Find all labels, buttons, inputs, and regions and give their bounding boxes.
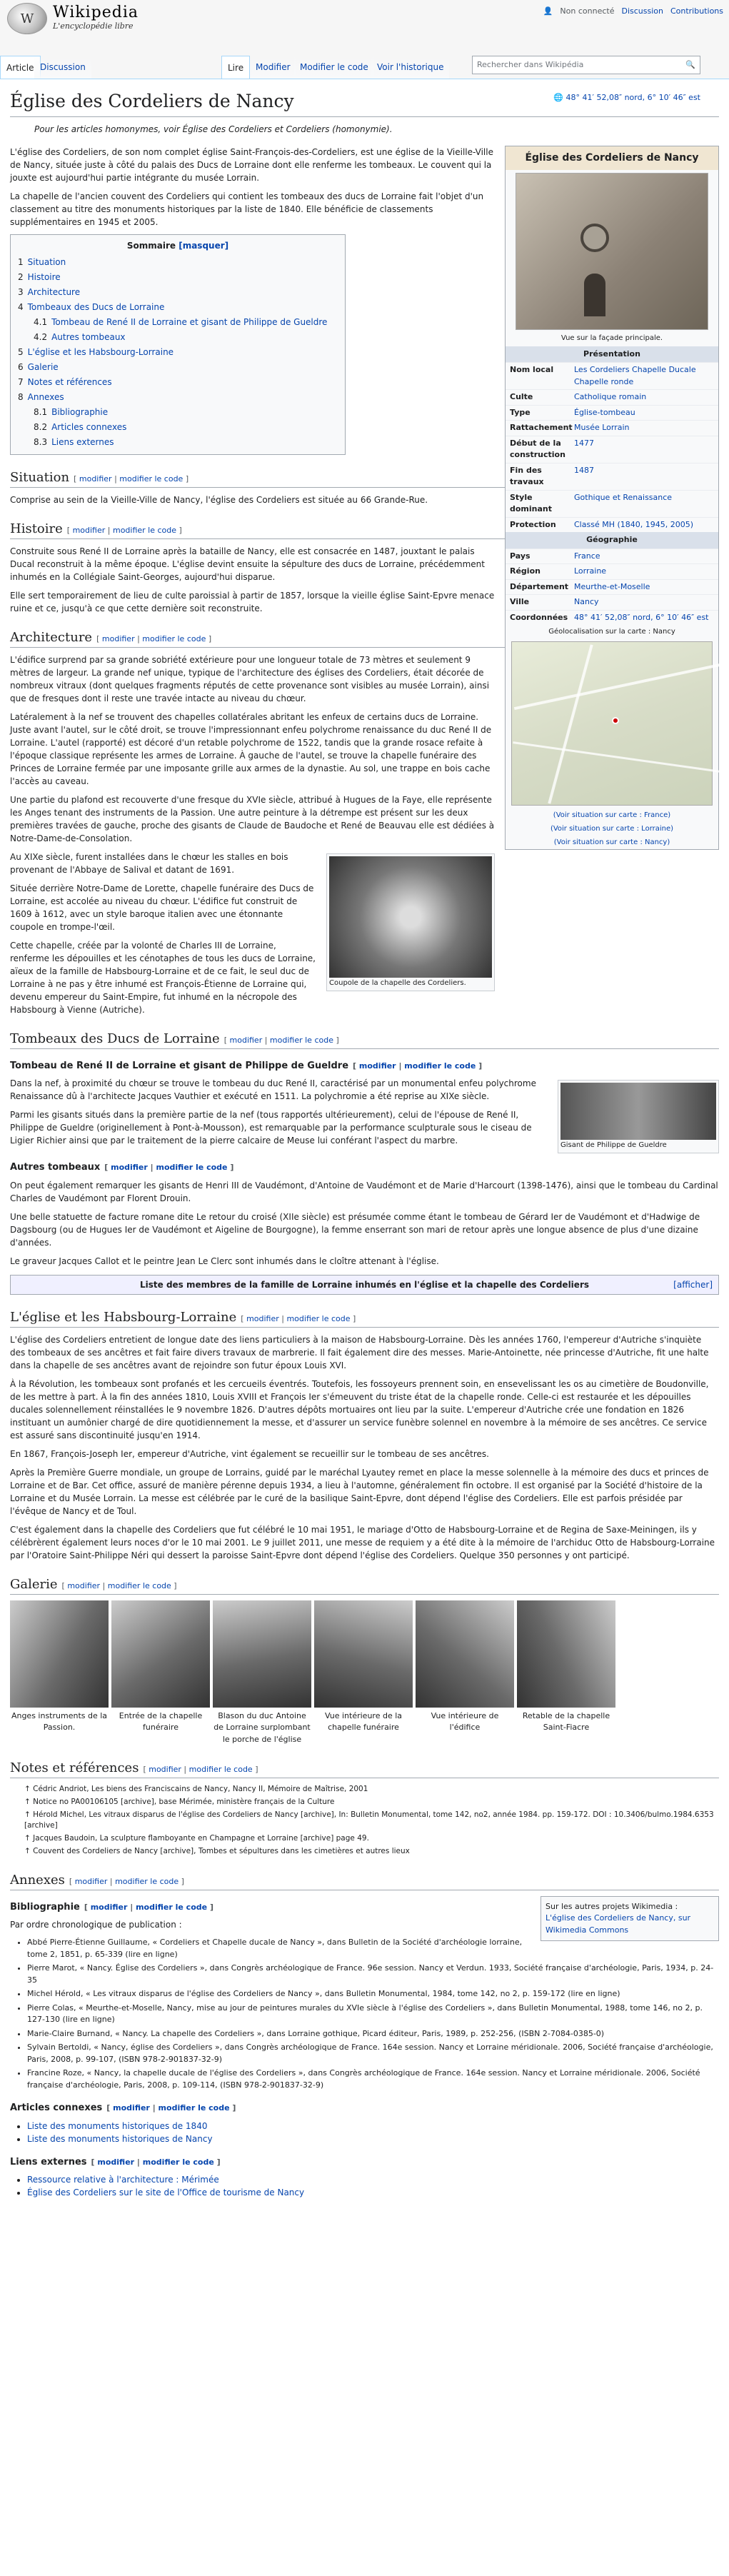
toc-item[interactable]	[18, 435, 338, 450]
heading-liens: Liens externes [ modifier | modifier le code ]	[10, 2156, 221, 2167]
infobox-value[interactable]: 48° 41′ 52,08″ nord, 6° 10′ 46″ est	[574, 612, 709, 622]
infobox-key: Nom local	[510, 365, 554, 374]
infobox-key: Département	[510, 581, 569, 591]
heading-galerie: Galerie [ modifier | modifier le code ]	[10, 1575, 719, 1595]
infobox-row	[506, 436, 718, 463]
references-list	[24, 1784, 719, 1858]
gallery-caption: Retable de la chapelle Saint-Fiacre	[522, 1710, 610, 1732]
infobox-row	[506, 362, 718, 389]
intro-paragraph-1: L'église des Cordeliers, de son nom complet église Saint-François-des-Cordeliers, est une église de la Vieille-Ville de Nancy, située juste à côté du palais des Ducs de Lorraine dont elle renferme les tombeaux. Le couvent qui la jouxte est aujourd'hui partie intégrante du musée Lorrain.	[10, 146, 493, 183]
hatnote: Pour les articles homonymes, voir Église des Cordeliers et Cordeliers (homonymie).	[34, 124, 393, 134]
edit-code-link[interactable]: modifier le code	[107, 1580, 171, 1590]
contributions-link[interactable]: Contributions	[670, 6, 723, 16]
bibliography-item: • Marie-Claire Burnand, « Nancy. La chapelle des Cordeliers », dans Lorraine gothique, Picard éditeur, Paris, 1989, p. 252-256, (ISBN 2-7084-0385-0)	[27, 2028, 719, 2040]
habsbourg-paragraph-1: L'église des Cordeliers entretient de longue date des liens particuliers à la maison de Habsbourg-Lorraine. Dès les années 1760, l'empereur d'Autriche s'inquiète des tombeaux de ses ancêtres et fait faire divers travaux de marbrerie. Il fait également dire des messes. Marie-Antoinette, née princesse d'Autriche, fit une halte dans la chapelle de ses ancêtres avant de rejoindre son futur époux Louis XVI.	[10, 1334, 709, 1370]
toc-number: 4.2	[34, 331, 48, 342]
gallery	[10, 1600, 719, 1746]
thumb-coupole[interactable]	[326, 853, 495, 991]
tab-discussion[interactable]: Discussion	[34, 56, 91, 79]
gallery-item[interactable]	[314, 1600, 413, 1746]
toc-label: Annexes	[27, 391, 64, 402]
related-articles-list	[27, 2120, 719, 2145]
autres-paragraph-3: Le graveur Jacques Callot et le peintre Jean Le Clerc sont inhumés dans le cloître attenant à l'église.	[10, 1256, 439, 1266]
gallery-image[interactable]	[213, 1600, 311, 1708]
bibliography-list	[27, 1937, 719, 2091]
toc-item[interactable]	[18, 315, 338, 330]
infobox-key: Culte	[510, 392, 533, 401]
toc-number: 8	[18, 391, 24, 402]
edit-link[interactable]: modifier	[113, 2103, 150, 2113]
edit-link[interactable]: modifier	[358, 1061, 396, 1071]
edit-code-link[interactable]: modifier le code	[269, 1035, 333, 1045]
infobox-key: Type	[510, 407, 531, 417]
thumb-gisant[interactable]	[558, 1080, 719, 1153]
infobox-key: Style dominant	[510, 492, 553, 513]
user-icon: 👤	[543, 6, 553, 16]
toc-item[interactable]	[18, 330, 338, 345]
tab-read[interactable]: Lire	[221, 56, 250, 79]
toc-number: 5	[18, 346, 24, 357]
heading-situation: Situation [ modifier | modifier le code ]	[10, 468, 719, 488]
location-map[interactable]	[511, 641, 713, 806]
edit-link[interactable]: modifier	[229, 1035, 263, 1045]
infobox-key: Région	[510, 566, 541, 576]
tab-history[interactable]: Voir l'historique	[371, 56, 449, 79]
external-link[interactable]: Église des Cordeliers sur le site de l'Office de tourisme de Nancy	[27, 2187, 305, 2197]
edit-link[interactable]: modifier	[90, 1902, 128, 1912]
reference-item: ↑ Notice no PA00106105 [archive], base Mérimée, ministère français de la Culture	[24, 1797, 335, 1806]
navbox-show-toggle[interactable]: [afficher]	[673, 1279, 713, 1290]
external-link-item	[27, 2173, 719, 2186]
infobox-value[interactable]: 1477	[574, 438, 594, 448]
main-content	[0, 79, 729, 2576]
toc-item[interactable]	[18, 270, 338, 285]
heading-histoire: Histoire [ modifier | modifier le code ]	[10, 519, 719, 539]
toc-label: Articles connexes	[51, 421, 127, 432]
gallery-caption: Vue intérieure de la chapelle funéraire	[324, 1710, 403, 1732]
gallery-item[interactable]	[10, 1600, 109, 1746]
related-article-link[interactable]: Liste des monuments historiques de Nancy	[27, 2133, 213, 2144]
infobox-value[interactable]: Musée Lorrain	[574, 423, 630, 432]
related-article-item	[27, 2120, 719, 2133]
infobox-row	[506, 389, 718, 405]
situation-paragraph: Comprise au sein de la Vieille-Ville de Nancy, l'église des Cordeliers est située au 66 Grande-Rue.	[10, 494, 428, 505]
toc-label: Galerie	[27, 361, 59, 372]
tombeau-paragraph-1: Dans la nef, à proximité du chœur se trouve le tombeau du duc René II, caractérisé par un monumental enfeu polychrome Renaissance dû à l'architecte Jacques Vauthier et exécuté en 1511. La polychromie a été reprise au XIXe siècle.	[10, 1078, 536, 1101]
toc-item[interactable]	[18, 390, 338, 405]
infobox-section-presentation: Présentation	[506, 346, 718, 363]
infobox-key: Fin des travaux	[510, 465, 544, 486]
toc-item[interactable]	[18, 285, 338, 300]
edit-link[interactable]: modifier	[246, 1313, 279, 1323]
edit-code-link[interactable]: modifier le code	[136, 1902, 208, 1912]
search-placeholder: Rechercher dans Wikipédia	[477, 59, 584, 69]
gallery-item[interactable]	[416, 1600, 514, 1746]
architecture-paragraph-2: Latéralement à la nef se trouvent des chapelles collatérales abritant les enfeux de certains ducs de Lorraine. Juste avant l'autel, sur le côté droit, se trouve l'impressionnant enfeu polychrome renaissance du duc René II de Lorraine. L'autel (rapporté) est décoré d'un retable polychrome de 1522, tandis que la grande rosace refaite à l'époque classique représente les armes de Lorraine. À gauche de l'autel, se trouve la chapelle funéraire des Princes de Lorraine fermée par une imposante grille aux armes de la dynastie. Au sol, une trappe en bois cache l'accès au caveau.	[10, 711, 492, 786]
toc-label: Situation	[27, 256, 66, 267]
infobox-key: Ville	[510, 597, 530, 606]
infobox-row	[506, 420, 718, 436]
page-title: Église des Cordeliers de Nancy	[10, 88, 719, 117]
heading-annexes: Annexes [ modifier | modifier le code ]	[10, 1870, 719, 1890]
habsbourg-paragraph-4: Après la Première Guerre mondiale, un groupe de Lorrains, guidé par le maréchal Lyautey remet en place la messe solennelle à la mémoire des ducs et princes de Lorraine et de Bar. Cet office, assuré de manière pérenne depuis 1934, a lieu à l'automne, généralement fin octobre. Il est organisé par la Société d'histoire de la Lorraine et du Musée Lorrain. La messe est célébrée par le curé de la basilique Saint-Epvre, dont dépend l'église des Cordeliers. Elle est parfois présidée par l'évêque de Nancy et de Toul.	[10, 1467, 709, 1516]
edit-code-link[interactable]: modifier le code	[286, 1313, 351, 1323]
bibliography-item: • Pierre Colas, « Meurthe-et-Moselle, Nancy, mise au jour de peintures murales du XVIe siècle à l'église des Cordeliers », dans Bulletin Monumental, 1988, tome 146, no 2, p. 127-130 (lire en ligne)	[27, 2003, 719, 2026]
bibliography-item: • Michel Hérold, « Les vitraux disparus de l'église des Cordeliers de Nancy », dans Bulletin Monumental, 1984, tome 142, no 2, p. 159-172 (lire en ligne)	[27, 1988, 719, 2000]
infobox-key: Début de la construction	[510, 438, 565, 459]
related-article-link[interactable]: Liste des monuments historiques de 1840	[27, 2120, 208, 2131]
gallery-caption: Entrée de la chapelle funéraire	[119, 1710, 203, 1732]
infobox-key: Rattachement	[510, 423, 573, 432]
wikipedia-logo[interactable]	[7, 3, 139, 34]
intro-paragraph-2: La chapelle de l'ancien couvent des Cordeliers qui contient les tombeaux des ducs de Lorraine fait l'objet d'un classement au titre des monuments historiques par la liste de 1840. Elle bénéficie de classements supplémentaires en 1945 et 2005.	[10, 191, 484, 227]
reference-item: ↑ Couvent des Cordeliers de Nancy [archive], Tombes et sépultures dans les cimetières et autres lieux	[24, 1846, 410, 1855]
infobox-section-geographie: Géographie	[506, 532, 718, 548]
edit-link[interactable]: modifier	[79, 473, 112, 483]
table-of-contents	[10, 234, 346, 455]
infobox-value[interactable]: Lorraine	[574, 566, 607, 576]
infobox-key: Protection	[510, 519, 556, 529]
edit-code-link[interactable]: modifier le code	[404, 1061, 476, 1071]
habsbourg-paragraph-3: En 1867, François-Joseph Ier, empereur d'Autriche, vint également se recueillir sur le tombeau de ses ancêtres.	[10, 1448, 489, 1459]
toc-label: Histoire	[27, 271, 61, 282]
edit-link[interactable]: modifier	[101, 633, 135, 643]
gallery-image[interactable]	[314, 1600, 413, 1708]
globe-small-icon: 🌐	[553, 93, 566, 102]
heading-bibliographie: Bibliographie [ modifier | modifier le code ]	[10, 1901, 213, 1913]
reference-item: ↑ Cédric Andriot, Les biens des Franciscains de Nancy, Nancy II, Mémoire de Maîtrise, 2001	[24, 1785, 368, 1793]
reference-item: ↑ Jacques Baudoin, La sculpture flamboyante en Champagne et Lorraine [archive] page 49.	[24, 1834, 369, 1843]
bibliography-item: • Pierre Marot, « Nancy. Église des Cordeliers », dans Congrès archéologique de France. 96e session. Nancy et Verdun. 1933, Société française d'archéologie, Paris, 1934, p. 24-35	[27, 1963, 719, 1986]
external-link-item	[27, 2186, 719, 2199]
heading-tombeau-rene: Tombeau de René II de Lorraine et gisant de Philippe de Gueldre [ modifier | modifier le code ]	[10, 1060, 483, 1071]
edit-code-link[interactable]: modifier le code	[142, 2157, 214, 2167]
globe-icon: W	[7, 3, 47, 34]
search-icon[interactable]: 🔍	[685, 59, 695, 69]
reference-item: ↑ Hérold Michel, Les vitraux disparus de l'église des Cordeliers de Nancy [archive], In: Bulletin Monumental, tome 142, no2, année 1984. pp. 159-172. DOI : 10.3406/bulmo.1984.6353 [archive]	[24, 1810, 714, 1830]
toc-item[interactable]	[18, 300, 338, 315]
infobox-caption: Vue sur la façade principale.	[560, 334, 663, 342]
heading-autres-tombeaux: Autres tombeaux [ modifier | modifier le code ]	[10, 1162, 234, 1173]
tab-edit-code[interactable]: Modifier le code	[294, 56, 374, 79]
infobox-value[interactable]: France	[574, 551, 600, 561]
bibliography-item: • Francine Roze, « Nancy, la chapelle ducale de l'église des Cordeliers », dans Congrès archéologique de France. 164e session. Nancy et Lorraine méridionale. 2006, Société française d'archéologie, Paris, 2008, p. 109-114, (ISBN 978-2-901837-32-9)	[27, 2068, 719, 2091]
edit-link[interactable]: modifier	[97, 2157, 135, 2167]
toc-label: Tombeau de René II de Lorraine et gisant de Philippe de Gueldre	[51, 316, 328, 327]
infobox-row	[506, 594, 718, 610]
toc-label: Bibliographie	[51, 406, 109, 417]
heading-tombeaux: Tombeaux des Ducs de Lorraine [ modifier | modifier le code ]	[10, 1029, 719, 1049]
edit-code-link[interactable]: modifier le code	[142, 633, 206, 643]
gallery-caption: Vue intérieure de l'édifice	[431, 1710, 499, 1732]
infobox-value[interactable]: Église-tombeau	[574, 407, 635, 417]
infobox-value[interactable]: Classé MH (1840, 1945, 2005)	[574, 519, 694, 529]
tab-edit[interactable]: Modifier	[250, 56, 296, 79]
edit-code-link[interactable]: modifier le code	[112, 525, 177, 535]
edit-link[interactable]: modifier	[67, 1580, 101, 1590]
architecture-paragraph-6: Cette chapelle, créée par la volonté de Charles III de Lorraine, renferme les dépouilles et les cénotaphes de tous les ducs de Lorraine, aïeux de la famille de Habsbourg-Lorraine et de ce fait, le seul duc de Lorraine à ne pas y être inhumé est François-Étienne de Lorraine qui, devenu empereur du Saint-Empire, fut inhumé en la nécropole des Habsbourg à Vienne (Autriche).	[10, 940, 316, 1015]
infobox-row	[506, 548, 718, 564]
toc-number: 4.1	[34, 316, 48, 327]
tombeau-paragraph-2: Parmi les gisants situés dans la première partie de la nef (tous rapportés ultérieurement), celui de l'épouse de René II, Philippe de Gueldre (originellement à Pont-à-Mousson), est remarquable par la performance sculpturale sous le ciseau de Ligier Richier ainsi que par le traitement de la pierre calcaire de Meuse lui conférant l'aspect du marbre.	[10, 1110, 532, 1146]
infobox-value[interactable]: Nancy	[574, 597, 599, 606]
edit-code-link[interactable]: modifier le code	[115, 1876, 179, 1886]
infobox-row	[506, 463, 718, 490]
map-note-france[interactable]: (Voir situation sur carte : France)	[553, 811, 671, 819]
logo-tagline: L'encyclopédie libre	[53, 21, 134, 31]
bibliography-item: • Abbé Pierre-Étienne Guillaume, « Cordeliers et Chapelle ducale de Nancy », dans Bulletin de la Société d'archéologie lorraine, tome 2, 1851, p. 65-339 (lire en ligne)	[27, 1937, 719, 1960]
toc-title: Sommaire	[126, 240, 176, 251]
toc-number: 8.3	[34, 436, 48, 447]
gisant-image[interactable]	[560, 1083, 716, 1140]
bibliography-item: • Sylvain Bertoldi, « Nancy, église des Cordeliers », dans Congrès archéologique de France. 164e session. Nancy et Lorraine méridionale. 2006, Société française d'archéologie, Paris, 2008, p. 99-107, (ISBN 978-2-901837-32-9)	[27, 2042, 719, 2065]
architecture-paragraph-3: Une partie du plafond est recouverte d'une fresque du XVIe siècle, attribué à Hugues de la Faye, elle représente les Anges tenant des instruments de la Passion. Une autre peinture à la détrempe est présent sur les deux premières travées de gauche, proche des gisants de Claude de Baudoche et René de Beauvau elle est dédiées à Notre-Dame-de-Consolation.	[10, 794, 495, 843]
commons-link[interactable]: L'église des Cordeliers de Nancy, sur Wikimedia Commons	[546, 1913, 691, 1935]
toc-number: 8.1	[34, 406, 48, 417]
infobox-row	[506, 610, 718, 626]
heading-connexes: Articles connexes [ modifier | modifier le code ]	[10, 2103, 236, 2113]
coupole-image[interactable]	[329, 856, 492, 978]
navbox-lorraine: Liste des membres de la famille de Lorraine inhumés en l'église et la chapelle des Cordeliers [afficher]	[10, 1275, 719, 1295]
infobox-value[interactable]: 1487	[574, 465, 594, 475]
infobox-key: Coordonnées	[510, 612, 568, 622]
edit-link[interactable]: modifier	[111, 1163, 148, 1172]
external-links-list	[27, 2173, 719, 2199]
tab-article[interactable]: Article	[0, 56, 41, 79]
toc-label: L'église et les Habsbourg-Lorraine	[27, 346, 174, 357]
edit-code-link[interactable]: modifier le code	[158, 2103, 230, 2113]
toc-number: 4	[18, 301, 24, 312]
infobox	[505, 146, 719, 851]
related-article-item	[27, 2133, 719, 2145]
infobox-row	[506, 490, 718, 517]
gallery-item[interactable]	[111, 1600, 210, 1746]
sister-projects-box	[541, 1896, 719, 1942]
toc-label: Liens externes	[51, 436, 114, 447]
gallery-caption: Anges instruments de la Passion.	[11, 1710, 108, 1732]
habsbourg-paragraph-2: À la Révolution, les tombeaux sont profanés et les cercueils éventrés. Toutefois, les fossoyeurs prennent soin, en ensevelissant les os au cimetière de Boudonville, de les mettre à part. À la fin des années 1810, Louis XVIII et François Ier s'émeuvent du triste état de la chapelle ronde. Celle-ci est restaurée et les dépouilles ducales solennellement réinstallées le 9 novembre 1826. D'autres dépôts mortuaires ont lieu par la suite. L'empereur d'Autriche crée une fondation en 1826 instituant un aumônier chargé de dire quotidiennement la messe, et d'assurer un service funèbre solennel en novembre à la mémoire de ses ancêtres. Ce service est assuré sans discontinuité jusqu'en 1914.	[10, 1378, 709, 1440]
map-pin-icon	[612, 717, 619, 724]
histoire-paragraph-1: Construite sous René II de Lorraine après la bataille de Nancy, elle est consacrée en 1487, jouxtant le palais Ducal reconstruit à la même époque. L'église devint ensuite la sépulture des ducs de Lorraine, précédemment inhumés en la Collégiale Saint-Georges, aujourd'hui disparue.	[10, 546, 485, 582]
edit-code-link[interactable]: modifier le code	[188, 1765, 253, 1774]
gallery-image[interactable]	[10, 1600, 109, 1708]
architecture-paragraph-5: Située derrière Notre-Dame de Lorette, chapelle funéraire des Ducs de Lorraine, est accolée au niveau du chœur. L'édifice fut construit de 1609 à 1612, avec un style baroque italien avec une étonnante coupole en trompe-l'œil.	[10, 883, 314, 932]
toc-number: 3	[18, 286, 24, 297]
map-note-lorraine[interactable]: (Voir situation sur carte : Lorraine)	[550, 825, 674, 833]
gallery-image[interactable]	[517, 1600, 615, 1708]
toc-number: 7	[18, 376, 24, 387]
edit-code-link[interactable]: modifier le code	[119, 473, 183, 483]
toc-number: 6	[18, 361, 24, 372]
infobox-row	[506, 579, 718, 595]
personal-tools	[543, 6, 723, 18]
infobox-value[interactable]: Gothique et Renaissance	[574, 492, 673, 502]
infobox-value[interactable]: Meurthe-et-Moselle	[574, 581, 650, 591]
toc-number: 1	[18, 256, 24, 267]
gallery-caption: Blason du duc Antoine de Lorraine surplombant le porche de l'église	[213, 1710, 311, 1744]
infobox-row	[506, 563, 718, 579]
heading-notes: Notes et références [ modifier | modifier le code ]	[10, 1758, 719, 1778]
infobox-value[interactable]: Les Cordeliers Chapelle Ducale Chapelle ronde	[574, 365, 696, 386]
map-note-nancy[interactable]: (Voir situation sur carte : Nancy)	[553, 838, 670, 846]
gallery-item[interactable]	[517, 1600, 615, 1746]
infobox-row	[506, 517, 718, 533]
header	[0, 0, 729, 64]
external-link[interactable]: Ressource relative à l'architecture : Mérimée	[27, 2175, 219, 2185]
toc-label: Architecture	[27, 286, 81, 297]
habsbourg-paragraph-5: C'est également dans la chapelle des Cordeliers que fut célébré le 10 mai 1951, le mariage d'Otto de Habsbourg-Lorraine et de Regina de Saxe-Meiningen, ils y célébrèrent également leurs noces d'or le 10 mai 2001. Le 9 juillet 2011, une messe de requiem y a été dite à la mémoire de l'archiduc Otto de Habsbourg-Lorraine par l'Oratoire Saint-Philippe Néri qui dessert la paroisse Saint-Epvre dont dépend l'église des Cordeliers. Quelque 350 personnes y ont participé.	[10, 1524, 715, 1560]
not-logged-in: Non connecté	[560, 6, 615, 16]
infobox-photo[interactable]	[516, 173, 708, 330]
biblio-intro: Par ordre chronologique de publication :	[10, 1920, 182, 1930]
toc-label: Tombeaux des Ducs de Lorraine	[27, 301, 165, 312]
logo-title: Wikipedia	[53, 3, 139, 21]
toc-item[interactable]	[18, 345, 338, 360]
edit-link[interactable]: modifier	[74, 1876, 108, 1886]
thumb-caption: Coupole de la chapelle des Cordeliers.	[329, 978, 466, 987]
toc-number: 2	[18, 271, 24, 282]
autres-paragraph-1: On peut également remarquer les gisants de Henri III de Vaudémont, d'Antoine de Vaudémont et de Marie d'Harcourt (1398-1476), ainsi que le tombeau du Cardinal Charles de Vaudémont par Florent Drouin.	[10, 1180, 718, 1203]
infobox-row	[506, 405, 718, 421]
gallery-item[interactable]	[213, 1600, 311, 1746]
toc-hide-toggle[interactable]: [masquer]	[179, 240, 229, 251]
thumb-caption: Gisant de Philippe de Gueldre	[560, 1141, 667, 1149]
edit-link[interactable]: modifier	[149, 1765, 181, 1774]
heading-habsbourg: L'église et les Habsbourg-Lorraine [ modifier | modifier le code ]	[10, 1308, 719, 1328]
map-title: Géolocalisation sur la carte : Nancy	[548, 628, 675, 636]
edit-code-link[interactable]: modifier le code	[156, 1163, 228, 1172]
toc-item[interactable]	[18, 360, 338, 375]
toc-item[interactable]	[18, 405, 338, 420]
user-discussion-link[interactable]: Discussion	[621, 6, 663, 16]
autres-paragraph-2: Une belle statuette de facture romane dite Le retour du croisé (XIIe siècle) est présumée comme étant le tombeau de Gérard Ier de Vaudémont et d'Hadwige de Dagsbourg (ou de Hugues Ier de Vaudémont et Aigeline de Bourgogne), la femme enserrant son mari de retour après une longue absence de plus d'une dizaine d'années.	[10, 1211, 700, 1248]
toc-label: Notes et références	[27, 376, 112, 387]
infobox-key: Pays	[510, 551, 531, 561]
edit-link[interactable]: modifier	[72, 525, 106, 535]
gallery-image[interactable]	[416, 1600, 514, 1708]
gallery-image[interactable]	[111, 1600, 210, 1708]
toc-label: Autres tombeaux	[51, 331, 126, 342]
architecture-paragraph-1: L'édifice surprend par sa grande sobriété extérieure pour une longueur totale de 73 mètres et seulement 9 mètres de largeur. La grande nef unique, typique de l'architecture des églises des Cordeliers, était décorée de nombreux vitraux (dont quelques fragments réputés de cette provenance sont visibles au musée Lorrain), ainsi que de fresques dont il reste une travée intacte au niveau du chœur.	[10, 654, 490, 703]
infobox-value[interactable]: Catholique romain	[574, 392, 647, 401]
heading-architecture: Architecture [ modifier | modifier le code ]	[10, 628, 719, 648]
toc-number: 8.2	[34, 421, 48, 432]
toc-item[interactable]	[18, 255, 338, 270]
sister-title: Sur les autres projets Wikimedia :	[546, 1901, 678, 1911]
histoire-paragraph-2: Elle sert temporairement de lieu de culte paroissial à partir de 1857, lorsque la vieille église Saint-Epvre menace ruine et ce, jusqu'à ce que cette dernière soit reconstruite.	[10, 590, 495, 613]
architecture-paragraph-4: Au XIXe siècle, furent installées dans le chœur les stalles en bois provenant de l'Abbaye de Salival et datant de 1691.	[10, 851, 288, 875]
search-input[interactable]	[472, 56, 700, 74]
infobox-title: Église des Cordeliers de Nancy	[506, 146, 718, 170]
toc-item[interactable]	[18, 375, 338, 390]
toc-item[interactable]	[18, 420, 338, 435]
coordinates[interactable]: 🌐 48° 41′ 52,08″ nord, 6° 10′ 46″ est	[553, 93, 700, 102]
